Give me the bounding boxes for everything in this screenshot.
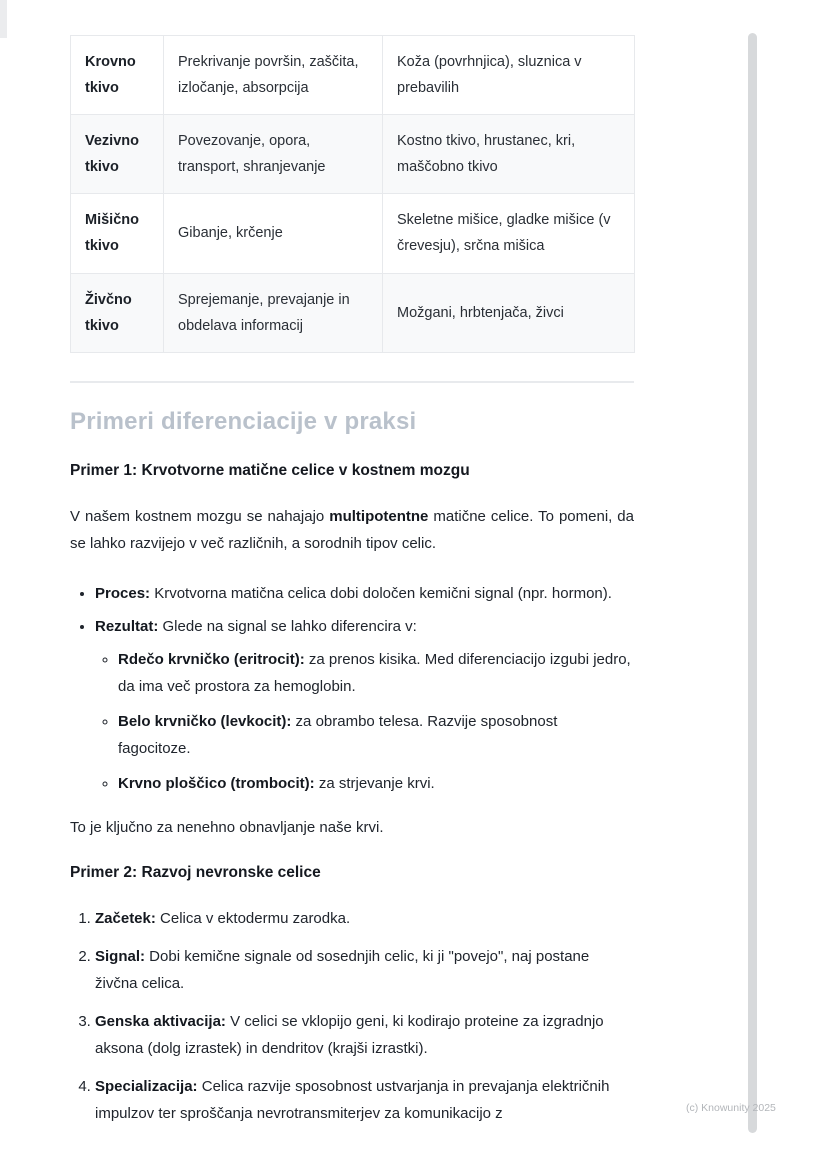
sub-list-item bbox=[118, 770, 634, 797]
step-text: Celica razvije sposobnost ustvarjanja in prevajanja električnih impulzov ter sproščanja nevrotransmiterjev za komunikacijo z bbox=[95, 1077, 610, 1122]
tissue-name-cell: Mišično tkivo bbox=[71, 194, 164, 273]
example2-heading: Primer 2: Razvoj nevronske celice bbox=[70, 863, 321, 881]
tissue-function-cell: Gibanje, krčenje bbox=[164, 194, 383, 273]
step-label: Signal: bbox=[95, 947, 146, 965]
step-label: Genska aktivacija: bbox=[95, 1012, 226, 1030]
scrollbar[interactable] bbox=[748, 33, 757, 1133]
document-content bbox=[70, 35, 634, 1138]
tissue-examples-cell: Skeletne mišice, gladke mišice (v črevesju), srčna mišica bbox=[383, 194, 635, 273]
section-title: Primeri diferenciacije v praksi bbox=[70, 407, 417, 435]
intro-text-part: V našem kostnem mozgu se nahajajo bbox=[70, 507, 330, 525]
sub-list-item bbox=[118, 708, 634, 762]
list-item-label: Proces: bbox=[95, 584, 151, 602]
tissue-function-cell: Sprejemanje, prevajanje in obdelava informacij bbox=[164, 273, 383, 352]
list-item-label: Krvno ploščico (trombocit): bbox=[118, 774, 315, 792]
list-item-text: za obrambo telesa. Razvije sposobnost fagocitoze. bbox=[118, 712, 558, 757]
intro-bold-term: multipotentne bbox=[329, 507, 429, 525]
copyright-watermark: (c) Knowunity 2025 bbox=[686, 1102, 776, 1114]
sub-list-item bbox=[118, 646, 634, 700]
list-item bbox=[95, 580, 634, 607]
list-item bbox=[95, 613, 634, 797]
step-label: Začetek: bbox=[95, 909, 156, 927]
step-text: V celici se vklopijo geni, ki kodirajo proteine za izgradnjo aksona (dolg izrastek) in dendritov (krajši izrastki). bbox=[95, 1012, 604, 1057]
tissue-function-cell: Prekrivanje površin, zaščita, izločanje, absorpcija bbox=[164, 36, 383, 115]
tissue-examples-cell: Koža (povrhnjica), sluznica v prebavilih bbox=[383, 36, 635, 115]
table-row bbox=[71, 194, 635, 273]
example2-step-list bbox=[70, 905, 634, 1127]
list-item-text: Glede na signal se lahko diferencira v: bbox=[158, 617, 417, 635]
table-row bbox=[71, 115, 635, 194]
step-text: Celica v ektodermu zarodka. bbox=[155, 909, 351, 927]
page-edge-artifact bbox=[0, 0, 7, 38]
list-item-text: za strjevanje krvi. bbox=[314, 774, 435, 792]
step-item bbox=[95, 1008, 634, 1062]
tissue-name-cell: Živčno tkivo bbox=[71, 273, 164, 352]
list-item-label: Rdečo krvničko (eritrocit): bbox=[118, 650, 305, 668]
list-item-label: Rezultat: bbox=[95, 617, 159, 635]
example1-bullet-list bbox=[70, 580, 634, 797]
example1-intro-paragraph bbox=[70, 503, 634, 557]
list-item-text: za prenos kisika. Med diferenciacijo izgubi jedro, da ima več prostora za hemoglobin. bbox=[118, 650, 631, 695]
step-item bbox=[95, 943, 634, 997]
tissue-name-cell: Vezivno tkivo bbox=[71, 115, 164, 194]
step-item bbox=[95, 1073, 634, 1127]
tissue-examples-cell: Možgani, hrbtenjača, živci bbox=[383, 273, 635, 352]
example1-sub-list bbox=[95, 646, 634, 797]
tissue-function-cell: Povezovanje, opora, transport, shranjevanje bbox=[164, 115, 383, 194]
list-item-label: Belo krvničko (levkocit): bbox=[118, 712, 292, 730]
list-item-text: Krvotvorna matična celica dobi določen kemični signal (npr. hormon). bbox=[150, 584, 612, 602]
table-row bbox=[71, 36, 635, 115]
step-item bbox=[95, 905, 634, 932]
table-row bbox=[71, 273, 635, 352]
example1-conclusion: To je ključno za nenehno obnavljanje naše krvi. bbox=[70, 818, 384, 836]
intro-text-part: matične celice. To pomeni, da se lahko razvijejo v več različnih, a sorodnih tipov celic. bbox=[70, 507, 634, 552]
tissue-name-cell: Krovno tkivo bbox=[71, 36, 164, 115]
tissue-examples-cell: Kostno tkivo, hrustanec, kri, maščobno tkivo bbox=[383, 115, 635, 194]
tissue-table bbox=[70, 35, 635, 353]
section-divider bbox=[70, 381, 634, 383]
step-text: Dobi kemične signale od sosednjih celic, ki ji "povejo", naj postane živčna celica. bbox=[95, 947, 590, 992]
example1-heading: Primer 1: Krvotvorne matične celice v kostnem mozgu bbox=[70, 461, 470, 479]
step-label: Specializacija: bbox=[95, 1077, 198, 1095]
